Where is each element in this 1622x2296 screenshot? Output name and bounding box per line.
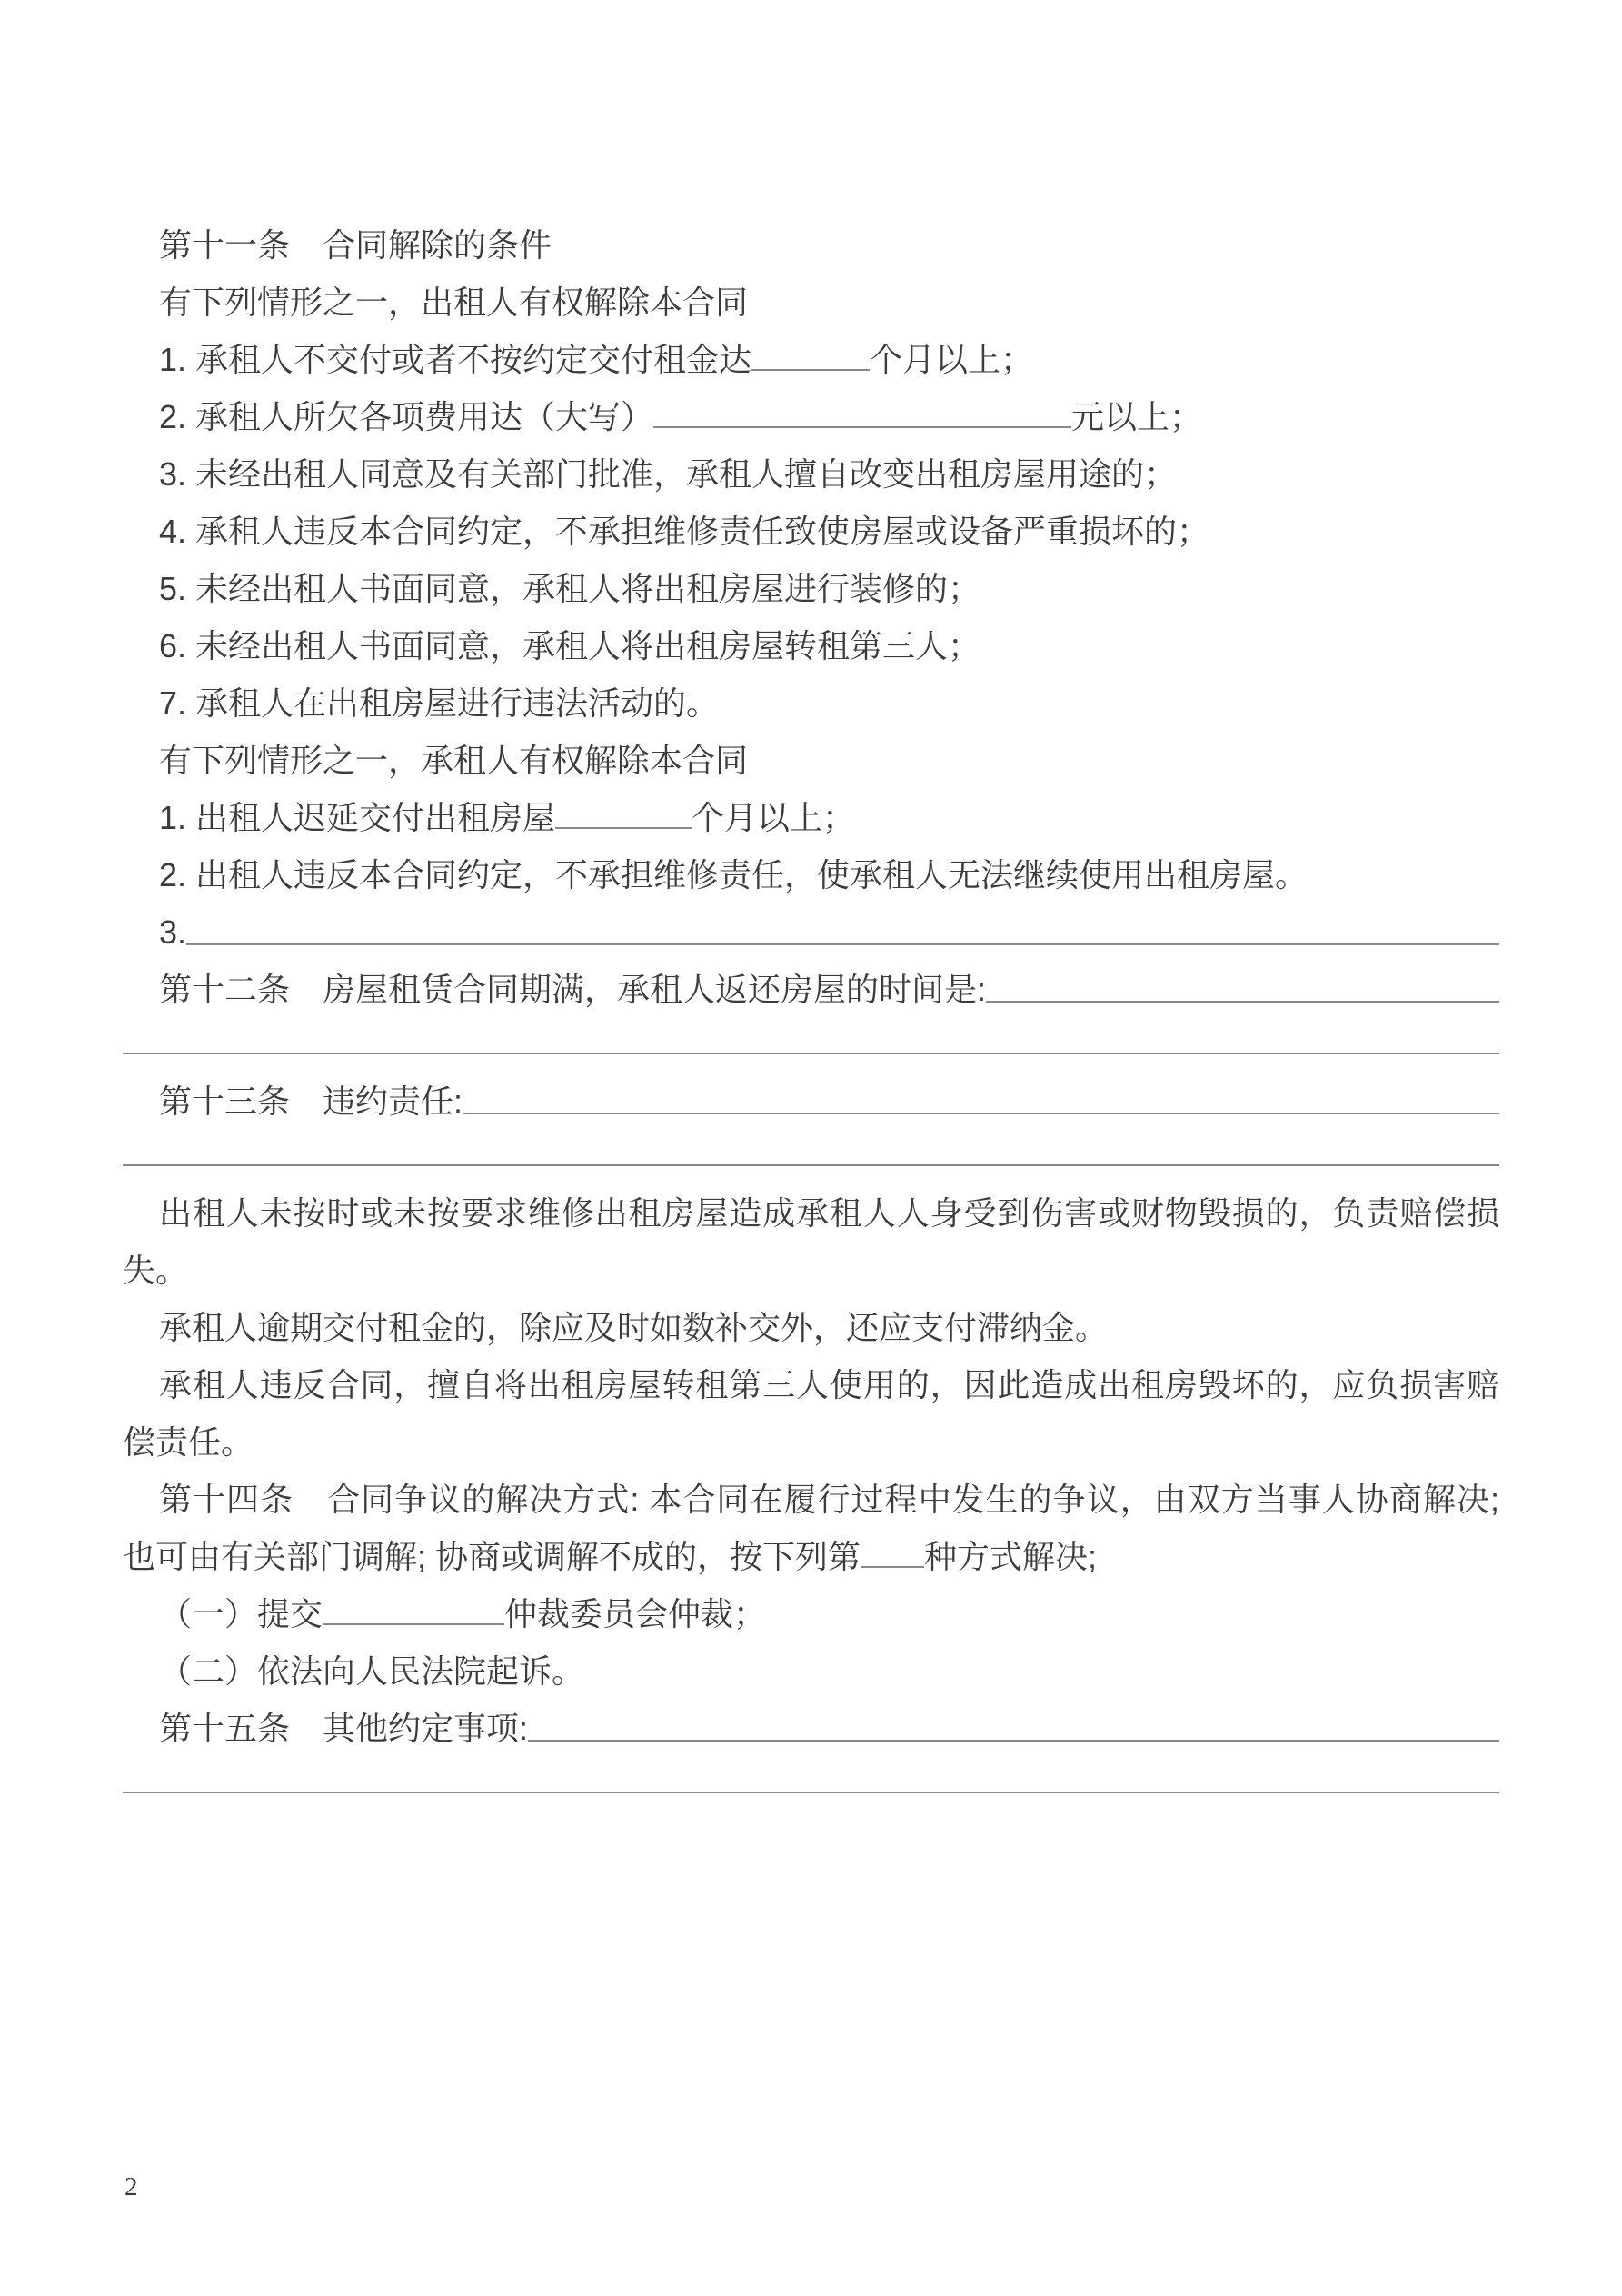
clause-11-lessor-intro <box>123 274 1499 331</box>
blank-field <box>463 1073 1499 1114</box>
text-run: 第十一条 合同解除的条件 <box>159 226 552 264</box>
text-run: 3. <box>159 913 187 951</box>
clause-12-continuation-line <box>123 1018 1499 1054</box>
clause-11-lessee-intro <box>123 732 1499 789</box>
lessor-termination-item-6 <box>123 617 1499 674</box>
clause-11-heading <box>123 216 1499 274</box>
lessor-termination-item-4 <box>123 503 1499 560</box>
text-run: 第十四条 合同争议的解决方式: 本合同在履行过程中发生的争议，由双方当事人协商解决; 也可由有关部门调解; 协商或调解不成的，按下列第 <box>123 1481 1499 1575</box>
text-run: 仲裁委员会仲裁； <box>504 1595 767 1632</box>
text-run: （二）依法向人民法院起诉。 <box>159 1652 585 1690</box>
text-run: 承租人逾期交付租金的，除应及时如数补交外，还应支付滞纳金。 <box>159 1309 1109 1346</box>
page-number: 2 <box>124 2172 138 2201</box>
text-run: 元以上； <box>1071 398 1203 435</box>
liability-lessor-repair <box>123 1184 1499 1299</box>
liability-late-rent <box>123 1299 1499 1356</box>
blank-field <box>323 1598 504 1625</box>
lessor-termination-item-7 <box>123 674 1499 732</box>
text-run: 7. 承租人在出租房屋进行违法活动的。 <box>159 684 720 722</box>
lessee-termination-item-3 <box>123 903 1499 961</box>
contract-body <box>123 216 1499 1793</box>
dispute-option-2 <box>123 1642 1499 1700</box>
text-run: 第十三条 违约责任: <box>159 1083 463 1120</box>
text-run: 3. 未经出租人同意及有关部门批准，承租人擅自改变出租房屋用途的； <box>159 455 1178 493</box>
text-run: 6. 未经出租人书面同意，承租人将出租房屋转租第三人； <box>159 627 981 664</box>
blank-field <box>555 802 692 829</box>
text-run: 承租人违反合同，擅自将出租房屋转租第三人使用的，因此造成出租房毁坏的，应负损害赔偿责任。 <box>123 1366 1499 1461</box>
blank-field <box>186 903 1499 945</box>
text-run: 1. 承租人不交付或者不按约定交付租金达 <box>159 341 752 378</box>
text-run: 第十五条 其他约定事项: <box>159 1710 529 1747</box>
liability-unauthorized-sublet <box>123 1356 1499 1471</box>
lessor-termination-item-3 <box>123 445 1499 503</box>
blank-field <box>861 1541 924 1568</box>
blank-field <box>528 1700 1499 1742</box>
text-run: 个月以上； <box>870 341 1034 378</box>
text-run: 4. 承租人违反本合同约定，不承担维修责任致使房屋或设备严重损坏的； <box>159 513 1210 550</box>
clause-15 <box>123 1700 1499 1757</box>
text-run: 2. 承租人所欠各项费用达（大写） <box>159 398 654 435</box>
text-run: 1. 出租人迟延交付出租房屋 <box>159 799 556 836</box>
clause-14 <box>123 1471 1499 1585</box>
blank-field <box>653 401 1071 428</box>
text-run: 第十二条 房屋租赁合同期满，承租人返还房屋的时间是: <box>159 971 987 1008</box>
lessee-termination-item-1 <box>123 789 1499 846</box>
text-run: 有下列情形之一，承租人有权解除本合同 <box>159 742 749 779</box>
clause-13 <box>123 1073 1499 1130</box>
lessee-termination-item-2 <box>123 846 1499 903</box>
clause-13-continuation-line <box>123 1130 1499 1166</box>
dispute-option-1 <box>123 1585 1499 1642</box>
blank-field <box>986 961 1499 1003</box>
lessor-termination-item-5 <box>123 560 1499 617</box>
lessor-termination-item-1 <box>123 331 1499 388</box>
text-run: 个月以上； <box>692 799 856 836</box>
blank-field <box>751 344 870 371</box>
text-run: 2. 出租人违反本合同约定，不承担维修责任，使承租人无法继续使用出租房屋。 <box>159 856 1309 893</box>
lessor-termination-item-2 <box>123 388 1499 445</box>
clause-15-continuation-line <box>123 1757 1499 1793</box>
text-run: 有下列情形之一，出租人有权解除本合同 <box>159 284 749 321</box>
text-run: （一）提交 <box>159 1595 323 1632</box>
text-run: 出租人未按时或未按要求维修出租房屋造成承租人人身受到伤害或财物毁损的，负责赔偿损失。 <box>123 1194 1499 1289</box>
text-run: 5. 未经出租人书面同意，承租人将出租房屋进行装修的； <box>159 570 981 607</box>
text-run: 种方式解决; <box>924 1538 1098 1575</box>
clause-12 <box>123 961 1499 1018</box>
